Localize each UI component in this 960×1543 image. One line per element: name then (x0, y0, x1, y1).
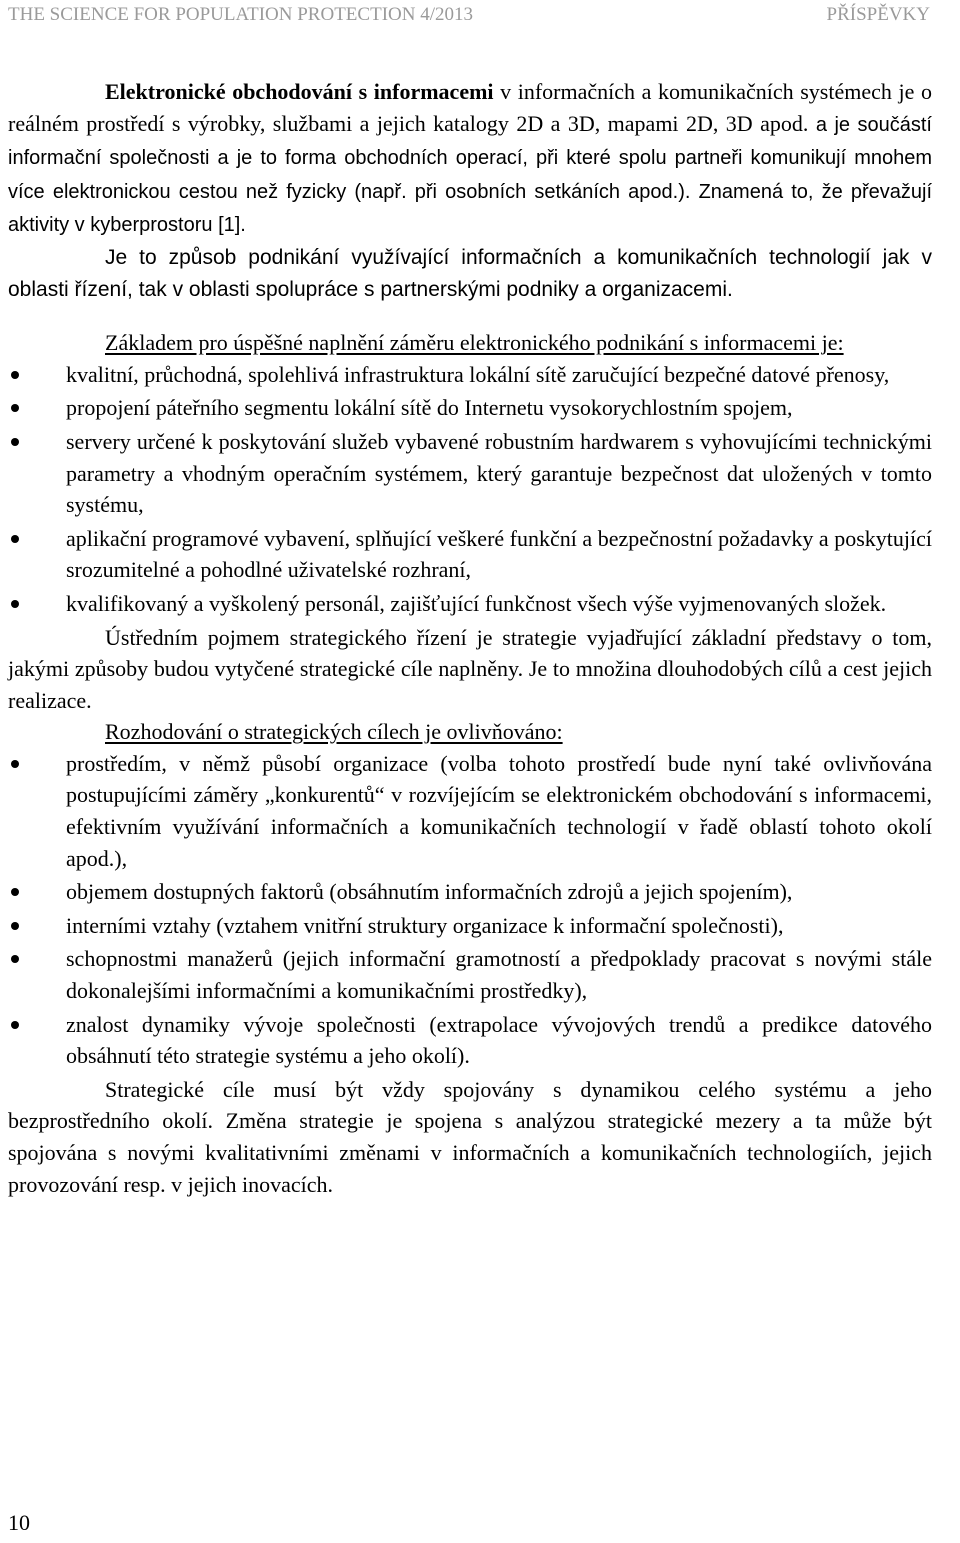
bullet-icon (11, 600, 19, 608)
list-item: aplikační programové vybavení, splňující veškeré funkční a bezpečnostní požadavky a poskytující srozumitelné a pohodlné uživatelské rozhraní, (8, 523, 932, 586)
bullet-icon (11, 438, 19, 446)
bullet-icon (11, 404, 19, 412)
article-body (8, 76, 932, 1200)
page-number: 10 (8, 1510, 30, 1535)
intro-bold-term: Elektronické obchodování s informacemi (105, 79, 494, 104)
list-item: kvalitní, průchodná, spolehlivá infrastruktura lokální sítě zaručující bezpečné datové přenosy, (8, 359, 932, 391)
paragraph-intro (8, 76, 932, 242)
section1-heading: Základem pro úspěšné naplnění záměru elektronického podnikání s informacemi je: (105, 330, 844, 356)
bullet-icon (11, 1021, 19, 1029)
intro-serif-text: v informačních a komunikačních systémech je o reálném prostředí s výrobky, službami a jejich katalogy 2D a 3D, mapami 2D, 3D apod. (8, 79, 932, 136)
running-header (8, 4, 930, 28)
list-item: prostředím, v němž působí organizace (volba tohoto prostředí bude nyní také ovlivňována postupujícími záměry „konkurentů“ v rozvíjejícím se elektronickém obchodování s informacemi, efektivním využívání informačních a komunikačních technologií v řadě oblastí tohoto okolí apod.), (8, 748, 932, 874)
list-item: interními vztahy (vztahem vnitřní struktury organizace k informační společnosti), (8, 910, 932, 942)
section2-heading: Rozhodování o strategických cílech je ovlivňováno: (105, 719, 563, 745)
bullet-icon (11, 888, 19, 896)
list-item: schopnostmi manažerů (jejich informační gramotností a předpoklady pracovat s novými stále dokonalejšími informačními a komunikačními prostředky), (8, 943, 932, 1006)
section2-list (8, 748, 932, 1072)
list-item: propojení páteřního segmentu lokální sítě do Internetu vysokorychlostním spojem, (8, 392, 932, 424)
bullet-icon (11, 371, 19, 379)
paragraph-strategy: Ústředním pojmem strategického řízení je strategie vyjadřující základní představy o tom, jakými způsoby budou vytyčené strategické cíle naplněny. Je to množina dlouhodobých cílů a cest jejich realizace. (8, 624, 932, 713)
paragraph-conclusion: Strategické cíle musí být vždy spojovány s dynamikou celého systému a jeho bezprostředního okolí. Změna strategie je spojena s analýzou strategické mezery a ta může být spojována s novými kvalitativními změnami v informačních a komunikačních technologiích, jejich provozování resp. v jejich inovacích. (8, 1076, 932, 1197)
bullet-icon (11, 955, 19, 963)
journal-title: THE SCIENCE FOR POPULATION PROTECTION 4/2013 (8, 4, 473, 25)
list-item: znalost dynamiky vývoje společnosti (extrapolace vývojových trendů a predikce datového obsáhnutí této strategie systému a jeho okolí). (8, 1009, 932, 1072)
bullet-icon (11, 922, 19, 930)
section-label: PŘÍSPĚVKY (826, 4, 930, 25)
list-item: servery určené k poskytování služeb vybavené robustním hardwarem s vyhovujícími technickými parametry a vhodným operačním systémem, který garantuje bezpečnost dat uložených v tomto systému, (8, 426, 932, 521)
paragraph-definition: Je to způsob podnikání využívající informačních a komunikačních technologií jak v oblasti řízení, tak v oblasti spolupráce s partnerskými podniky a organizacemi. (8, 245, 932, 301)
intro-sans-text: a je součástí informační společnosti a je to forma obchodních operací, při které spolu partneři komunikují mnohem více elektronickou cestou než fyzicky (např. při osobních setkáních apod.). Znamená to, že převažují aktivity v kyberprostoru [1]. (8, 113, 932, 237)
bullet-icon (11, 535, 19, 543)
section1-list (8, 359, 932, 620)
bullet-icon (11, 760, 19, 768)
list-item: objemem dostupných faktorů (obsáhnutím informačních zdrojů a jejich spojením), (8, 876, 932, 908)
list-item: kvalifikovaný a vyškolený personál, zajišťující funkčnost všech výše vyjmenovaných složek. (8, 588, 932, 620)
